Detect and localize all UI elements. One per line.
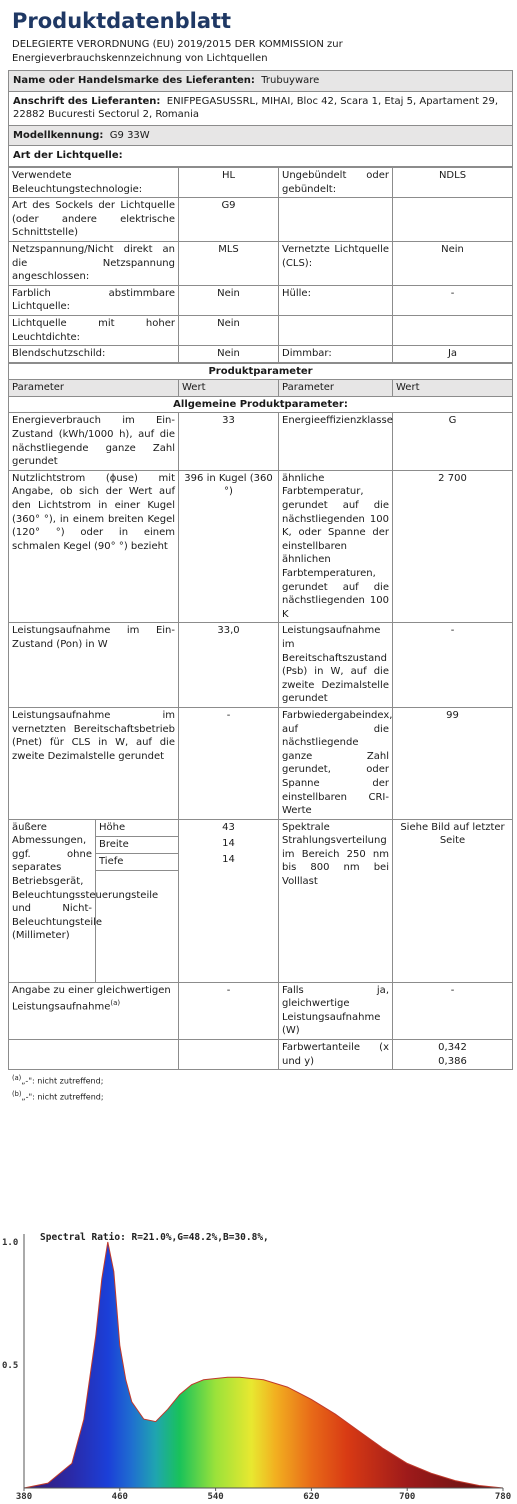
type-param-right: Hülle: [279, 285, 393, 315]
general-param-right: Farbwiedergabeindex, auf die nächstliegende ganze Zahl gerundet, oder Spanne der einstellbaren CRI-Werte [279, 707, 393, 819]
type-param-left: Art des Sockels der Lichtquelle (oder andere elektrische Schnittstelle) [9, 198, 179, 242]
type-value-right: - [393, 285, 513, 315]
x-tick-label: 620 [303, 1492, 320, 1500]
supplier-label: Name oder Handelsmarke des Lieferanten: [13, 75, 255, 86]
col-parameter-1: Parameter [9, 380, 179, 397]
y-tick-label: 1.0 [2, 1238, 19, 1248]
address-value: ENIFPEGASUSSRL, MIHAI, Bloc 42, Scara 1, Etaj 5, Apartament 29, 22882 Bucuresti Sectorul 2, Romania [13, 95, 499, 121]
type-param-left: Verwendete Beleuchtungstechnologie: [9, 167, 179, 197]
general-value-left: 396 in Kugel (360 °) [179, 470, 279, 623]
general-value-right: 99 [393, 707, 513, 819]
general-parameters-heading: Allgemeine Produktparameter: [9, 396, 513, 413]
x-tick-label: 540 [207, 1492, 224, 1500]
type-value-right: Nein [393, 241, 513, 285]
page-title: Produktdatenblatt [12, 9, 232, 33]
chart-title: Spectral Ratio: R=21.0%,G=48.2%,B=30.8%, [40, 1232, 269, 1243]
type-param-left: Farblich abstimmbare Lichtquelle: [9, 285, 179, 315]
dimension-name: Breite [96, 837, 178, 854]
spectrum-series-area [24, 1242, 503, 1488]
x-tick-label: 380 [15, 1492, 33, 1500]
general-value-left: - [179, 707, 279, 819]
type-row [9, 167, 513, 197]
dimension-name: Tiefe [96, 854, 178, 871]
col-value-2: Wert [393, 380, 513, 397]
general-value-right: 2 700 [393, 470, 513, 623]
general-param-right: ähnliche Farbtemperatur, gerundet auf die nächstliegenden 100 K, oder Spanne der einstellbaren ähnlichen Farbtemperaturen, gerundet auf die nächstliegenden 100 K [279, 470, 393, 623]
chromaticity-y: 0,386 [438, 1055, 467, 1067]
footnote-a: $^{(a)}$„-": nicht zutreffend; [12, 1074, 104, 1086]
col-value-1: Wert [179, 380, 279, 397]
equivalent-watt-value: - [393, 982, 513, 1039]
equivalent-power-value: - [179, 982, 279, 1039]
type-param-right: Dimmbar: [279, 346, 393, 363]
general-value-left: 33,0 [179, 623, 279, 708]
dimension-name: Höhe [96, 820, 178, 837]
type-value-right: Ja [393, 346, 513, 363]
general-param-left: Nutzlichtstrom (ɸuse) mit Angabe, ob sich der Wert auf den Lichtstrom in einer Kugel (360° °), in einem breiten Kegel (120° °) oder in einem schmalen Kegel (90° °) bezieht [9, 470, 179, 623]
type-value-left: Nein [179, 285, 279, 315]
type-heading-row [9, 146, 513, 167]
footnote-b: $^{(b)}$„-": nicht zutreffend; [12, 1089, 104, 1102]
general-param-left: Leistungsaufnahme im Ein-Zustand (Pon) in W [9, 623, 179, 708]
address-label: Anschrift des Lieferanten: [13, 95, 161, 107]
dimensions-label: äußere Abmessungen, ggf. ohne separates Betriebsgerät, Beleuchtungssteuerungsteile und Nicht-Beleuchtungsteile (Millimeter) [9, 820, 96, 982]
product-parameters-heading: Produktparameter [9, 363, 513, 380]
datasheet-page [8, 0, 512, 1106]
col-parameter-2: Parameter [279, 380, 393, 397]
type-value-left: MLS [179, 241, 279, 285]
type-param-right: Vernetzte Lichtquelle (CLS): [279, 241, 393, 285]
general-value-right: - [393, 623, 513, 708]
type-param-right: Ungebündelt oder gebündelt: [279, 167, 393, 197]
supplier-row [9, 71, 513, 92]
type-param-left: Blendschutzschild: [9, 346, 179, 363]
general-param-left: Leistungsaufnahme im vernetzten Bereitschaftsbetrieb (Pnet) für CLS in W, auf die zweite Dezimalstelle gerundet [9, 707, 179, 819]
spectral-label: Spektrale Strahlungsverteilung im Bereich 250 nm bis 800 nm bei Volllast [279, 819, 393, 982]
spectrum-chart [0, 1220, 517, 1500]
type-value-left: G9 [179, 198, 279, 242]
type-value-left: HL [179, 167, 279, 197]
general-value-left: 33 [179, 413, 279, 470]
model-value: G9 33W [109, 129, 150, 141]
type-param-left: Netzspannung/Nicht direkt an die Netzspannung angeschlossen: [9, 241, 179, 285]
supplier-value: Trubuyware [261, 75, 320, 86]
type-label: Art der Lichtquelle: [13, 150, 123, 162]
x-tick-label: 700 [399, 1492, 416, 1500]
dimension-value: 14 [222, 853, 235, 865]
spectral-value: Siehe Bild auf letzter Seite [393, 819, 513, 982]
parameter-table [8, 363, 513, 1071]
equivalent-power-label: Angabe zu einer gleichwertigen Leistungsaufnahme$^{(a)}$ [9, 982, 179, 1039]
type-value-left: Nein [179, 315, 279, 345]
type-param-left: Lichtquelle mit hoher Leuchtdichte: [9, 315, 179, 345]
address-row [9, 91, 513, 125]
general-param-right: Leistungsaufnahme im Bereitschaftszustand (Psb) in W, auf die zweite Dezimalstelle gerundet [279, 623, 393, 708]
footnotes [8, 1070, 512, 1105]
equivalent-watt-label: Falls ja, gleichwertige Leistungsaufnahme (W) [279, 982, 393, 1039]
model-row [9, 125, 513, 146]
type-row [9, 285, 513, 315]
chromaticity-values [393, 1040, 513, 1070]
general-row [9, 413, 513, 470]
x-tick-label: 780 [494, 1492, 512, 1500]
general-value-right: G [393, 413, 513, 470]
y-tick-label: 0.5 [2, 1361, 19, 1371]
general-param-left: Energieverbrauch im Ein-Zustand (kWh/1000 h), auf die nächstliegende ganze Zahl gerundet [9, 413, 179, 470]
type-value-right [393, 315, 513, 345]
dimensions-cell [9, 819, 179, 982]
header-table [8, 70, 513, 167]
dimensions-row [9, 819, 513, 982]
type-param-right [279, 198, 393, 242]
model-label: Modellkennung: [13, 129, 104, 141]
type-value-right [393, 198, 513, 242]
chromaticity-label: Farbwertanteile (x und y) [279, 1040, 393, 1070]
dimension-value: 43 [222, 821, 235, 833]
type-row [9, 241, 513, 285]
chromaticity-x: 0,342 [438, 1042, 467, 1054]
general-row [9, 707, 513, 819]
general-param-right: Energieeffizienzklasse [279, 413, 393, 470]
general-row [9, 623, 513, 708]
type-row [9, 315, 513, 345]
light-source-type-table [8, 167, 513, 363]
type-param-right [279, 315, 393, 345]
x-tick-label: 460 [111, 1492, 128, 1500]
equivalent-power-row [9, 982, 513, 1039]
type-value-right: NDLS [393, 167, 513, 197]
spectrum-svg [0, 1220, 517, 1500]
general-row [9, 470, 513, 623]
chromaticity-row [9, 1040, 513, 1070]
type-row [9, 198, 513, 242]
type-value-left: Nein [179, 346, 279, 363]
regulation-subtitle: DELEGIERTE VERORDNUNG (EU) 2019/2015 DER KOMMISSION zur Energieverbrauchskennzeichnung von Lichtquellen [12, 39, 343, 64]
dimension-value: 14 [222, 837, 235, 849]
type-row [9, 346, 513, 363]
